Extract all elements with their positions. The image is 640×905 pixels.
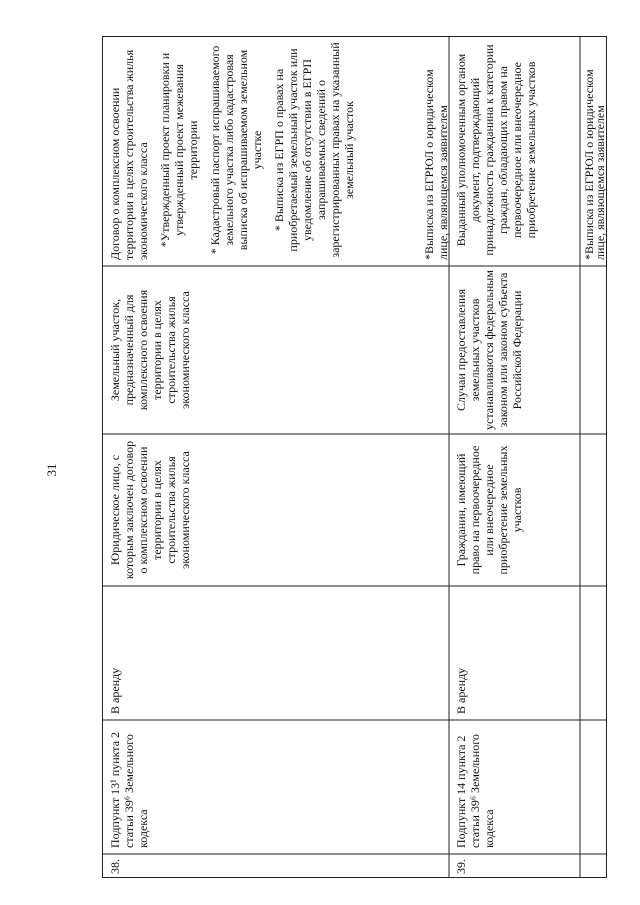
- page-number: 31: [44, 463, 59, 477]
- object-38: Земельный участок, предназначенный для комплексного освоения территории в целях строительства жилья экономического класса: [108, 289, 192, 411]
- object-39: Случаи предоставления земельных участков устанавливаются федеральным законом или законом субъекта Российской Федерации: [454, 270, 524, 430]
- row-number-39: 39.: [454, 859, 468, 874]
- documents-38-applicant: *Выписка из ЕГРЮЛ о юридическом лице, являющемся заявителем: [422, 69, 450, 260]
- legal-basis-39: Подпункт 14 пункта 2 статьи 39⁶ Земельного кодекса: [454, 734, 496, 848]
- applicant-39: Гражданин, имеющий право на первоочередное или внеочередное приобретение земельных участков: [454, 445, 524, 575]
- document-line: Договор о комплексном освоении территории в целях строительства жилья экономического класса: [108, 49, 150, 260]
- top-strip-text: *Выписка из ЕГРЮЛ о юридическом лице, являющемся заявителем: [582, 69, 607, 260]
- document-line: *Утвержденный проект планировки и утвержденный проект межевания территории: [158, 52, 200, 248]
- legal-basis-38: Подпункт 13¹ пункта 2 статьи 39⁶ Земельного кодекса: [108, 731, 150, 848]
- row-number-38: 38.: [108, 859, 122, 874]
- provision-type-38: В аренду: [108, 667, 122, 714]
- applicant-38: Юридическое лицо, с которым заключен договор о комплексном освоении территории в целях строительства жилья экономического класса: [108, 440, 192, 580]
- document-line: * Кадастровый паспорт испрашиваемого земельного участка либо кадастровая выписка об испрашиваемом земельном участке: [208, 45, 264, 255]
- provision-type-39: В аренду: [454, 667, 468, 714]
- documents-39: Выданный уполномоченным органом документ, подтверждающий принадлежность гражданина к категории граждан, обладающих правом на первоочередное или внеочередное приобретение земельных участков: [454, 44, 538, 256]
- document-line: * Выписка из ЕГРП о правах на приобретаемый земельный участок или уведомление об отсутствии в ЕГРП запрашиваемых сведений о зарегистрированных правах на указанный земельный участок: [272, 42, 356, 258]
- rotated-table: [102, 36, 607, 878]
- documents-38: [108, 40, 356, 260]
